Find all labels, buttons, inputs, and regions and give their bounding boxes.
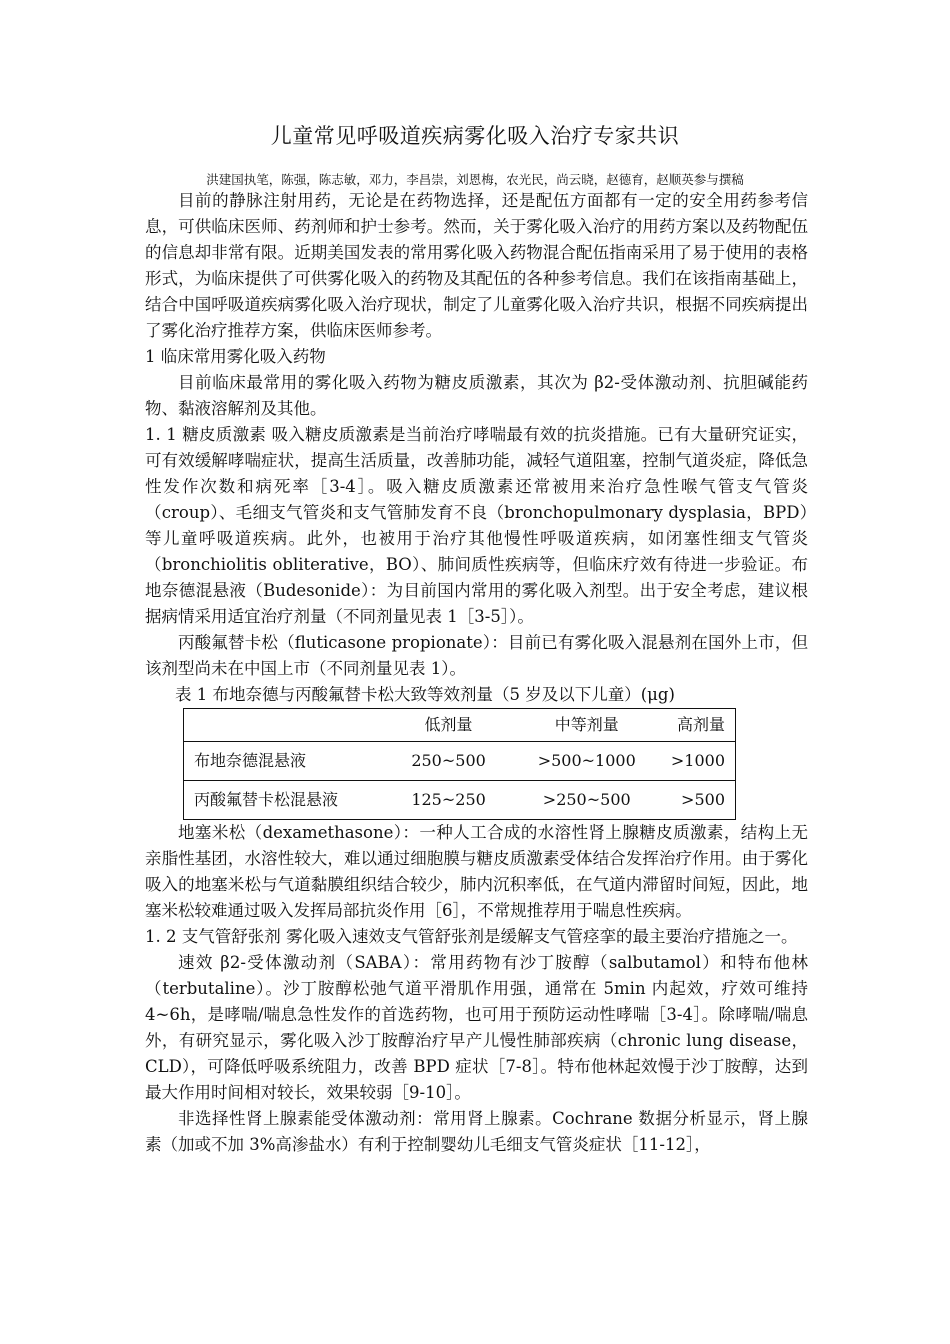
dexamethasone-paragraph: 地塞米松（dexamethasone）：一种人工合成的水溶性肾上腺糖皮质激素，结构上无亲脂性基团，水溶性较大，难以通过细胞膜与糖皮质激素受体结合发挥治疗作用。由于雾化吸入的地塞米松与气道黏膜组织结合较少，肺内沉积率低，在气道内滞留时间短，因此，地塞米松较难通过吸入发挥局部抗炎作用［6］，不常规推荐用于喘息性疾病。	[145, 823, 808, 920]
table-header-cell: 高剂量	[676, 715, 725, 734]
table-cell: 丙酸氟替卡松混悬液	[184, 781, 385, 820]
table-row	[184, 781, 736, 820]
adrenaline-paragraph: 非选择性肾上腺素能受体激动剂：常用肾上腺素。Cochrane 数据分析显示，肾上腺素（加或不加 3%高渗盐水）有利于控制婴幼儿毛细支气管炎症状［11-12］，	[145, 1109, 808, 1154]
saba-paragraph: 速效 β2-受体激动剂（SABA）：常用药物有沙丁胺醇（salbutamol）和特布他林（terbutaline）。沙丁胺醇松弛气道平滑肌作用强，通常在 5min 内起效，疗效可维持 4~6h，是哮喘/喘息急性发作的首选药物，也可用于预防运动性哮喘［3-4］。除哮喘/喘息外，有研究显示，雾化吸入沙丁胺醇治疗早产儿慢性肺部疾病（chronic lung disease，CLD），可降低呼吸系统阻力，改善 BPD 症状［7-8］。特布他林起效慢于沙丁胺醇，达到最大作用时间相对较长，效果较弱［9-10］。	[145, 953, 808, 1102]
table-cell: >1000	[661, 742, 736, 781]
table-cell: >500	[661, 781, 736, 820]
author-line: 洪建国执笔，陈强，陈志敏，邓力，李昌崇，刘恩梅，农光民，尚云晓，赵德育，赵顺英参与撰稿	[206, 172, 744, 187]
document-body	[145, 188, 808, 1158]
section-paragraph: 目前临床最常用的雾化吸入药物为糖皮质激素，其次为 β2-受体激动剂、抗胆碱能药物、黏液溶解剂及其他。	[145, 373, 808, 418]
dose-table	[183, 708, 736, 820]
table-header-cell	[184, 709, 385, 742]
table-cell: >500~1000	[513, 742, 661, 781]
table-cell: 250~500	[385, 742, 513, 781]
intro-paragraph: 目前的静脉注射用药，无论是在药物选择，还是配伍方面都有一定的安全用药参考信息，可供临床医师、药剂师和护士参考。然而，关于雾化吸入治疗的用药方案以及药物配伍的信息却非常有限。近期美国发表的常用雾化吸入药物混合配伍指南采用了易于使用的表格形式，为临床提供了可供雾化吸入的药物及其配伍的各种参考信息。我们在该指南基础上，结合中国呼吸道疾病雾化吸入治疗现状，制定了儿童雾化吸入治疗共识，根据不同疾病提出了雾化治疗推荐方案，供临床医师参考。	[145, 191, 808, 340]
page-title: 儿童常见呼吸道疾病雾化吸入治疗专家共识	[270, 124, 680, 148]
table-cell: 布地奈德混悬液	[184, 742, 385, 781]
bronchodilator-paragraph: 1. 2 支气管舒张剂 雾化吸入速效支气管舒张剂是缓解支气管痉挛的最主要治疗措施之一。	[145, 927, 798, 946]
fluticasone-paragraph: 丙酸氟替卡松（fluticasone propionate）：目前已有雾化吸入混悬剂在国外上市，但该剂型尚未在中国上市（不同剂量见表 1）。	[145, 633, 808, 678]
table-caption: 表 1 布地奈德与丙酸氟替卡松大致等效剂量（5 岁及以下儿童）(μg)	[175, 685, 675, 704]
table-row	[184, 742, 736, 781]
table-cell: 125~250	[385, 781, 513, 820]
table-header-cell: 中等剂量	[554, 715, 619, 734]
table-header-row	[184, 709, 736, 742]
section-heading: 1 临床常用雾化吸入药物	[145, 347, 326, 366]
table-cell: >250~500	[513, 781, 661, 820]
corticosteroid-paragraph: 1. 1 糖皮质激素 吸入糖皮质激素是当前治疗哮喘最有效的抗炎措施。已有大量研究证实，可有效缓解哮喘症状，提高生活质量，改善肺功能，减轻气道阻塞，控制气道炎症，降低急性发作次数和病死率［3-4］。吸入糖皮质激素还常被用来治疗急性喉气管支气管炎（croup）、毛细支气管炎和支气管肺发育不良（bronchopulmonary dysplasia，BPD）等儿童呼吸道疾病。此外，也被用于治疗其他慢性呼吸道疾病，如闭塞性细支气管炎（bronchiolitis obliterative，BO）、肺间质性疾病等，但临床疗效有待进一步验证。布地奈德混悬液（Budesonide）：为目前国内常用的雾化吸入剂型。出于安全考虑，建议根据病情采用适宜治疗剂量（不同剂量见表 1［3-5］）。	[145, 425, 808, 626]
table-header-cell: 低剂量	[424, 715, 473, 734]
